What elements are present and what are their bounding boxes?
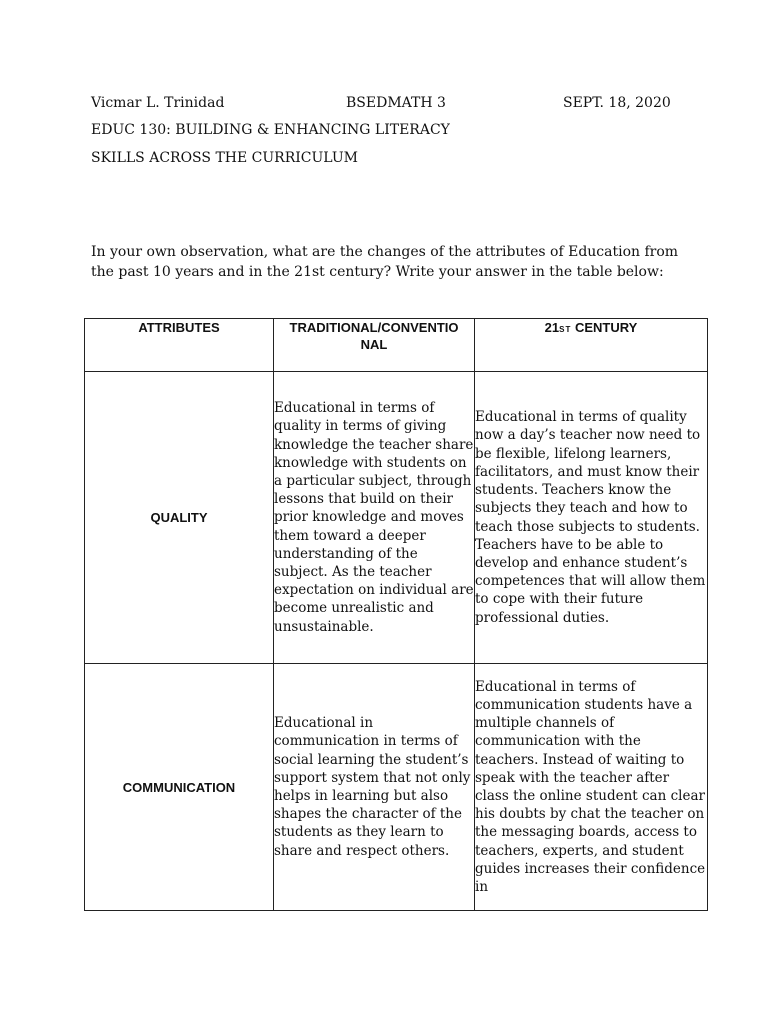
attribute-quality: QUALITY bbox=[85, 372, 274, 664]
table-row-quality bbox=[85, 372, 708, 664]
traditional-quality: Educational in terms of quality in terms of giving knowledge the teacher share knowledge with students on a particular subject, through lessons that build on their prior knowledge and moves them toward a deeper understanding of the subject. As the teacher expectation on individual are become unrealistic and unsustainable. bbox=[274, 372, 475, 664]
course-title-line2: SKILLS ACROSS THE CURRICULUM bbox=[91, 150, 358, 166]
course-title-line1: EDUC 130: BUILDING & ENHANCING LITERACY bbox=[91, 122, 450, 138]
century21-quality: Educational in terms of quality now a day’s teacher now need to be flexible, lifelong learners, facilitators, and must know their students. Teachers know the subjects they teach and how to teach those subjects to students. Teachers have to be able to develop and enhance student’s competences that will allow them to cope with their future professional duties. bbox=[475, 372, 708, 664]
instructions-paragraph: In your own observation, what are the changes of the attributes of Education from the past 10 years and in the 21st century? Write your answer in the table below: bbox=[91, 244, 679, 280]
student-name: Vicmar L. Trinidad bbox=[91, 95, 225, 111]
header-21st-century: 21ST CENTURY bbox=[475, 319, 708, 372]
table-row-communication bbox=[85, 664, 708, 911]
table-header-row bbox=[85, 319, 708, 372]
header-attributes: ATTRIBUTES bbox=[85, 319, 274, 372]
attributes-table bbox=[84, 318, 708, 911]
century21-communication: Educational in terms of communication students have a multiple channels of communication with the teachers. Instead of waiting to speak with the teacher after class the online student can clear his doubts by chat the teacher on the messaging boards, access to teachers, experts, and student guides increases their confidence in bbox=[475, 664, 708, 911]
traditional-communication: Educational in communication in terms of social learning the student’s support system that not only helps in learning but also shapes the character of the students as they learn to share and respect others. bbox=[274, 664, 475, 911]
header-traditional: TRADITIONAL/CONVENTIONAL bbox=[274, 319, 475, 372]
program-code: BSEDMATH 3 bbox=[346, 95, 446, 111]
submission-date: SEPT. 18, 2020 bbox=[563, 95, 671, 111]
attribute-communication: COMMUNICATION bbox=[85, 664, 274, 911]
